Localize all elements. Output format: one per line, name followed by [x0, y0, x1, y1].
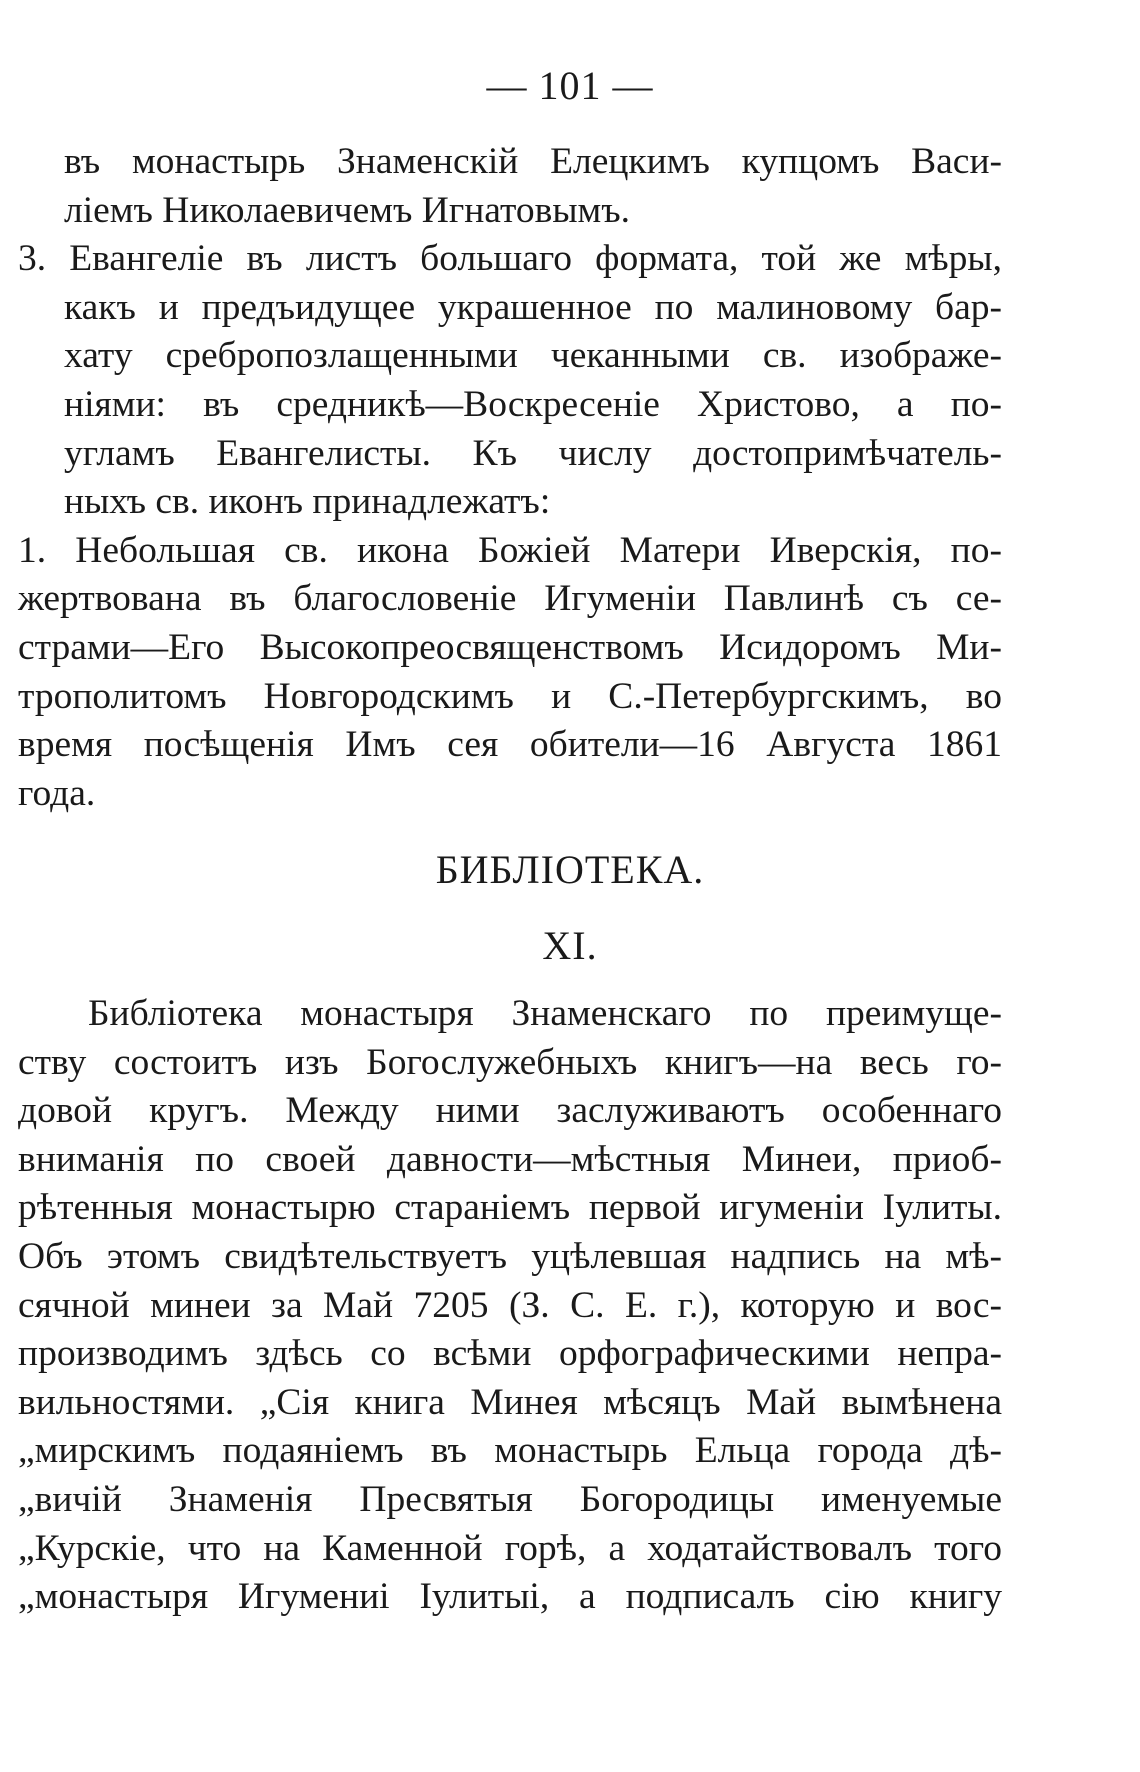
- upper-text-block: [18, 138, 1002, 818]
- text-line: ліемъ Николаевичемъ Игнатовымъ.: [64, 189, 631, 231]
- text-line: ніями: въ средникѣ—Воскресеніе Христово, а по-: [64, 383, 1002, 425]
- text-line: рѣтенныя монастырю стараніемъ первой игуменіи Іулиты.: [18, 1187, 1002, 1229]
- text-line: хату сребропозлащенными чеканными св. изображе-: [64, 335, 1002, 377]
- text-line: вильностями. „Сія книга Минея мѣсяцъ Май вымѣнена: [18, 1381, 1002, 1423]
- list-item-start: 3. Евангеліе въ листъ большаго формата, той же мѣры,: [18, 238, 1002, 280]
- text-line: въ монастырь Знаменскій Елецкимъ купцомъ Васи-: [64, 141, 1002, 182]
- section-number: XI.: [542, 923, 598, 968]
- text-line: сячной минеи за Май 7205 (З. С. Е. г.), которую и вос-: [18, 1284, 1002, 1326]
- text-line: Объ этомъ свидѣтельствуетъ уцѣлевшая надпись на мѣ-: [18, 1235, 1002, 1277]
- text-line: время посѣщенія Имъ сея обители—16 Августа 1861: [18, 724, 1002, 766]
- text-line: довой кругъ. Между ними заслуживаютъ особеннаго: [18, 1090, 1002, 1132]
- text-line: страми—Его Высокопреосвященствомъ Исидоромъ Ми-: [18, 626, 1002, 668]
- text-line: года.: [18, 772, 96, 814]
- text-line: „Курскіе, что на Каменной горѣ, а ходатайствовалъ того: [18, 1527, 1002, 1569]
- text-line: „мирскимъ подаяніемъ въ монастырь Ельца города дѣ-: [18, 1430, 1002, 1472]
- text-line: жертвована въ благословеніе Игуменіи Павлинѣ съ се-: [18, 578, 1002, 620]
- text-line: угламъ Евангелисты. Къ числу достопримѣчатель-: [64, 432, 1002, 474]
- text-line: ныхъ св. иконъ принадлежатъ:: [64, 481, 551, 523]
- list-item-start: 1. Небольшая св. икона Божіей Матери Иверскія, по-: [18, 529, 1002, 571]
- lower-text-block: [18, 990, 1002, 1622]
- section-title: БИБЛІОТЕКА.: [435, 847, 705, 892]
- text-line: трополитомъ Новгородскимъ и С.-Петербургскимъ, во: [18, 675, 1002, 717]
- text-line: вниманія по своей давности—мѣстныя Минеи, приоб-: [18, 1138, 1002, 1180]
- text-line: какъ и предъидущее украшенное по малиновому бар-: [64, 286, 1002, 328]
- text-line: производимъ здѣсь со всѣми орфографическими непра-: [18, 1333, 1002, 1375]
- page-number: — 101 —: [486, 63, 654, 108]
- text-line: ству состоитъ изъ Богослужебныхъ книгъ—на весь го-: [18, 1041, 1002, 1083]
- text-line: „монастыря Игумениі Іулитыі, а подписалъ сію книгу: [18, 1576, 1002, 1618]
- paragraph-start: Библіотека монастыря Знаменскаго по преимуще-: [88, 993, 1002, 1034]
- text-line: „вичій Знаменія Пресвятыя Богородицы именуемые: [18, 1478, 1002, 1520]
